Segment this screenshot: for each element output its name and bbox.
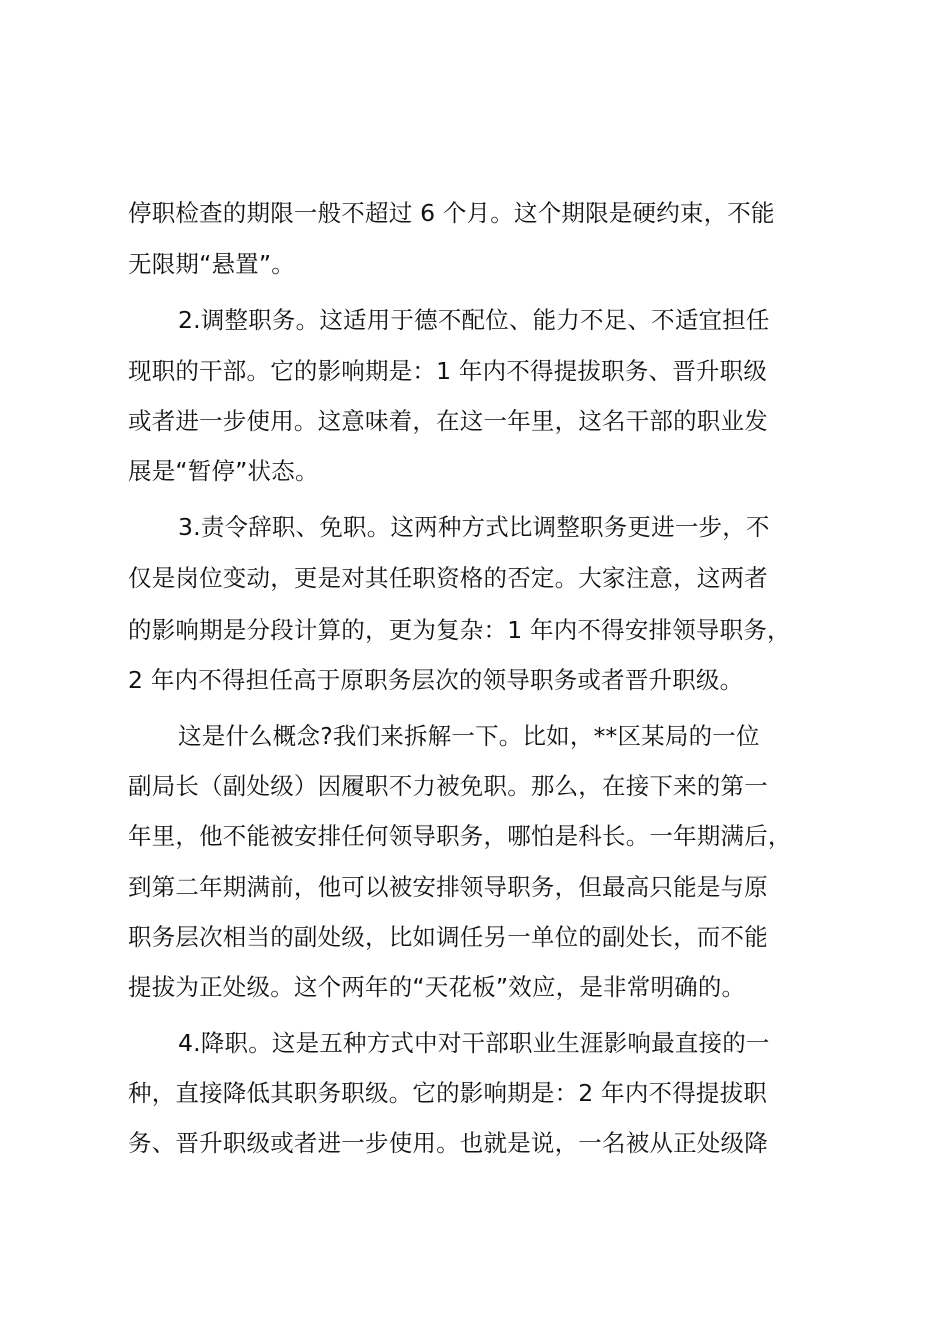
text-line: 仅是岗位变动，更是对其任职资格的否定。大家注意，这两者 bbox=[128, 564, 768, 592]
text-line: 或者进一步使用。这意味着，在这一年里，这名干部的职业发 bbox=[128, 407, 768, 435]
text-line: 职务层次相当的副处级，比如调任另一单位的副处长，而不能 bbox=[128, 923, 768, 951]
text-line: 现职的干部。它的影响期是：1 年内不得提拔职务、晋升职级 bbox=[128, 357, 768, 385]
text-line: 展是“暂停”状态。 bbox=[128, 457, 319, 485]
text-line: 副局长（副处级）因履职不力被免职。那么，在接下来的第一 bbox=[128, 772, 768, 800]
text-line: 到第二年期满前，他可以被安排领导职务，但最高只能是与原 bbox=[128, 873, 768, 901]
text-line: 4.降职。这是五种方式中对干部职业生涯影响最直接的一 bbox=[178, 1029, 770, 1057]
text-line: 的影响期是分段计算的，更为复杂：1 年内不得安排领导职务， bbox=[128, 616, 791, 644]
text-line: 这是什么概念?我们来拆解一下。比如，**区某局的一位 bbox=[178, 722, 760, 750]
text-line: 停职检查的期限一般不超过 6 个月。这个期限是硬约束，不能 bbox=[128, 199, 775, 227]
text-line: 务、晋升职级或者进一步使用。也就是说，一名被从正处级降 bbox=[128, 1129, 768, 1157]
text-line: 提拔为正处级。这个两年的“天花板”效应，是非常明确的。 bbox=[128, 973, 746, 1001]
text-line: 2.调整职务。这适用于德不配位、能力不足、不适宜担任 bbox=[178, 306, 770, 334]
text-line: 3.责令辞职、免职。这两种方式比调整职务更进一步，不 bbox=[178, 513, 770, 541]
text-line: 无限期“悬置”。 bbox=[128, 250, 295, 278]
text-line: 2 年内不得担任高于原职务层次的领导职务或者晋升职级。 bbox=[128, 666, 744, 694]
text-line: 种，直接降低其职务职级。它的影响期是：2 年内不得提拔职 bbox=[128, 1079, 768, 1107]
text-line: 年里，他不能被安排任何领导职务，哪怕是科长。一年期满后， bbox=[128, 822, 792, 850]
